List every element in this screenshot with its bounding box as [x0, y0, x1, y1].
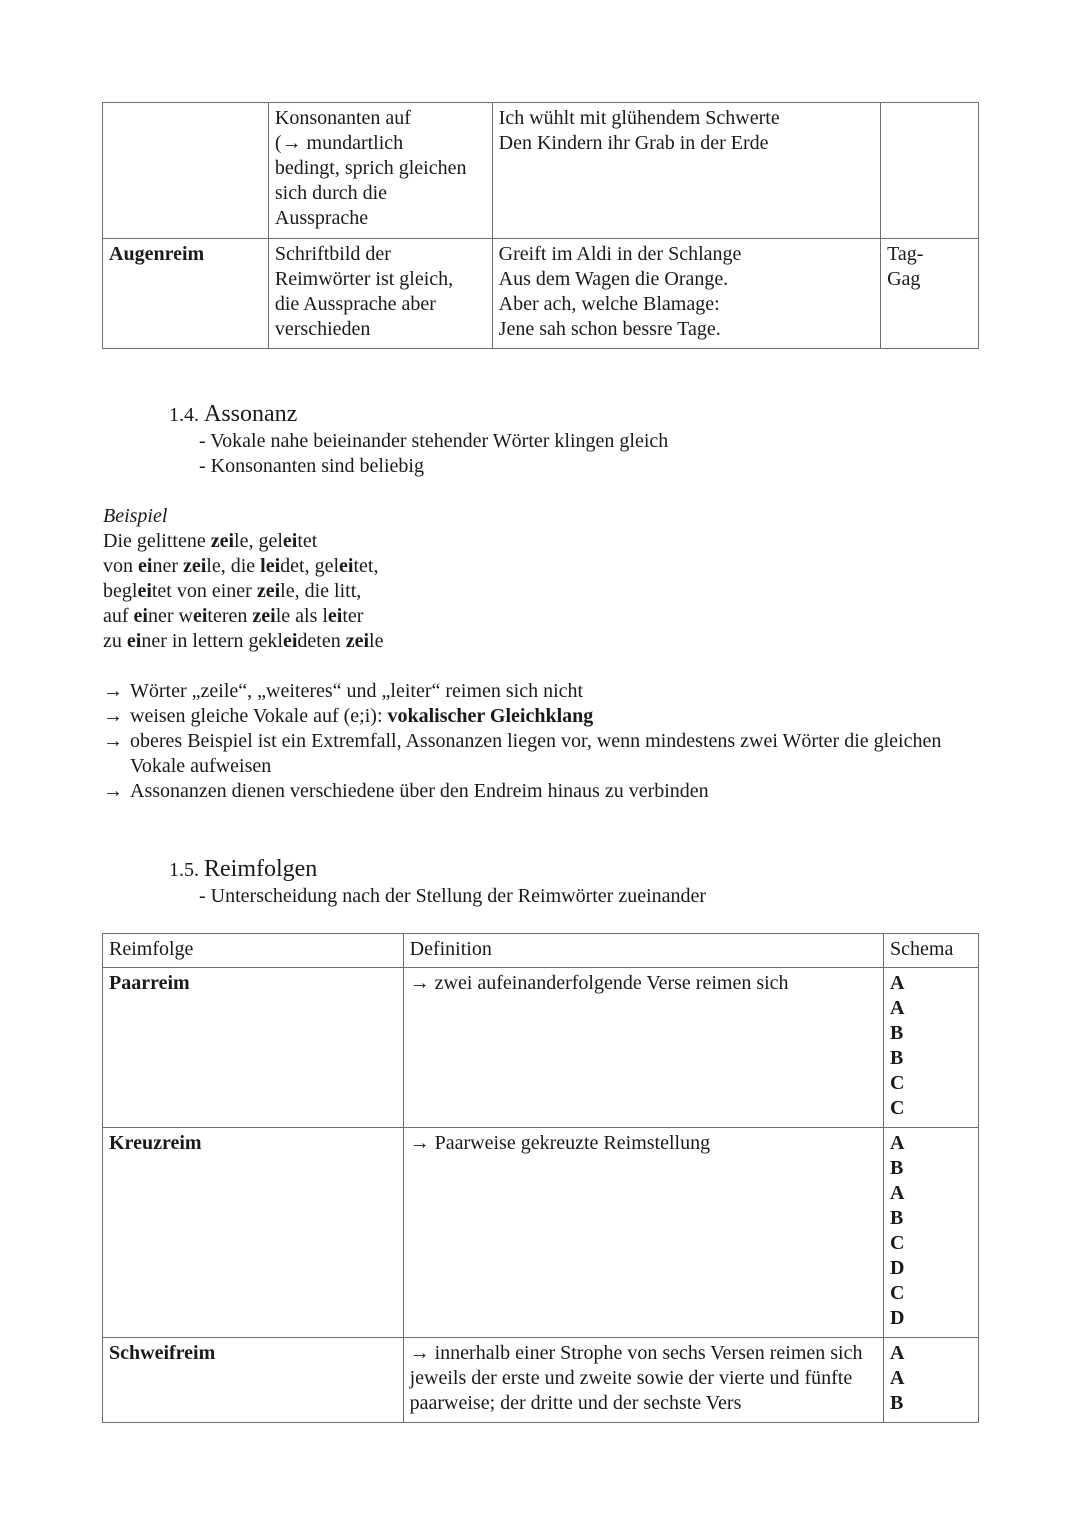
bold-text: ei: [282, 530, 298, 552]
example-label: Beispiel: [103, 505, 168, 527]
arrow-note-text: [130, 679, 583, 704]
schema-letter: C: [890, 1232, 905, 1254]
arrow-right-icon: →: [103, 705, 123, 727]
text-line: Reimwörter ist gleich,: [274, 268, 454, 290]
text-segment: det, gel: [280, 555, 340, 577]
example-block: [103, 504, 383, 654]
bold-text: zei: [256, 580, 281, 602]
text-segment: le: [369, 630, 384, 652]
arrow-note-text: [130, 779, 709, 804]
rhyme-schema: [884, 1338, 979, 1423]
section-title: Assonanz: [204, 401, 298, 427]
text-segment: auf: [103, 605, 134, 627]
rhyme-schema: [884, 1128, 979, 1338]
rhyme-sequence-name: Kreuzreim: [103, 1128, 404, 1338]
section-number: 1.4.: [169, 404, 199, 426]
schema-letter: B: [890, 1047, 904, 1069]
text-segment: begl: [103, 580, 138, 602]
bullet-item: - Vokale nahe beieinander stehender Wörter klingen gleich: [199, 430, 669, 452]
text-line: (→ mundartlich: [274, 132, 404, 154]
bold-text: zei: [345, 630, 370, 652]
text-line: Den Kindern ihr Grab in der Erde: [498, 132, 769, 154]
schema-letter: C: [890, 1097, 905, 1119]
text-segment: ner in lettern gekl: [141, 630, 283, 652]
example-poem: [103, 529, 383, 654]
arrow-note-item: [103, 779, 963, 804]
table-row: [103, 103, 979, 239]
arrow-notes: [103, 679, 963, 804]
text-segment: zu: [103, 630, 127, 652]
bold-text: ei: [192, 605, 208, 627]
text-segment: oberes Beispiel ist ein Extremfall, Assonanzen liegen vor, wenn mindestens zwei Wörter die gleichen Vokale aufweisen: [130, 730, 942, 777]
header-definition: Definition: [403, 934, 883, 968]
text-segment: deten: [297, 630, 346, 652]
schema-letter: A: [890, 972, 905, 994]
arrow-note-item: [103, 729, 963, 779]
schema-letter: A: [890, 997, 905, 1019]
text-line: Schriftbild der: [274, 243, 391, 265]
arrow-note-text: [130, 704, 593, 729]
poem-line: [103, 629, 383, 654]
schema-letter: B: [890, 1207, 904, 1229]
text-line: verschieden: [274, 318, 371, 340]
table-row: [103, 239, 979, 349]
section-heading-reimfolgen: [169, 857, 317, 883]
rhyme-sequence-definition: → innerhalb einer Strophe von sechs Versen reimen sich jeweils der erste und zweite sowie der vierte und fünfte paarweise; der dritte und der sechste Vers: [403, 1338, 883, 1423]
rhyme-term: Augenreim: [103, 239, 269, 349]
bold-text: lei: [260, 555, 281, 577]
rhyme-sequence-definition: → Paarweise gekreuzte Reimstellung: [403, 1128, 883, 1338]
bold-text: ei: [282, 630, 298, 652]
text-line: Ich wühlt mit glühendem Schwerte: [498, 107, 780, 129]
text-segment: von: [103, 555, 138, 577]
arrow-right-icon: →: [103, 730, 123, 752]
rhyme-definition: [268, 103, 492, 239]
schema-letter: A: [890, 1182, 905, 1204]
reimfolgen-table: [102, 933, 979, 1423]
text-line: Tag-: [887, 243, 924, 265]
bold-text: ei: [133, 605, 148, 627]
rhyme-schema: [884, 968, 979, 1128]
bullet-item: - Unterscheidung nach der Stellung der Reimwörter zueinander: [199, 885, 707, 907]
poem-line: [103, 529, 383, 554]
assonanz-bullets: [199, 429, 668, 479]
rhyme-types-table: [102, 102, 979, 349]
text-segment: le, die: [206, 555, 261, 577]
rhyme-term: [103, 103, 269, 239]
rhyme-sequence-name: Paarreim: [103, 968, 404, 1128]
text-line: bedingt, sprich gleichen: [274, 157, 467, 179]
bold-text: ei: [339, 555, 354, 577]
schema-letter: B: [890, 1392, 904, 1414]
text-segment: ter: [342, 605, 364, 627]
rhyme-note: [881, 239, 979, 349]
rhyme-example: [492, 239, 880, 349]
bold-text: zei: [252, 605, 276, 627]
header-reimfolge: Reimfolge: [103, 934, 404, 968]
schema-letter: A: [890, 1132, 905, 1154]
schema-letter: D: [890, 1257, 905, 1279]
text-line: Greift im Aldi in der Schlange: [498, 243, 742, 265]
text-segment: le als l: [275, 605, 328, 627]
section-number: 1.5.: [169, 859, 199, 881]
bold-text: ei: [126, 630, 142, 652]
text-segment: tet: [297, 530, 318, 552]
text-segment: ner w: [147, 605, 193, 627]
text-line: Aussprache: [274, 207, 369, 229]
text-segment: Assonanzen dienen verschiedene über den Endreim hinaus zu verbinden: [130, 780, 709, 802]
poem-line: [103, 554, 383, 579]
text-segment: le, gel: [234, 530, 283, 552]
arrow-right-icon: →: [103, 780, 123, 802]
rhyme-definition: [268, 239, 492, 349]
text-line: Gag: [887, 268, 921, 290]
bullet-item: - Konsonanten sind beliebig: [199, 455, 424, 477]
arrow-right-icon: →: [103, 680, 123, 702]
text-segment: Die gelittene: [103, 530, 211, 552]
text-line: Aber ach, welche Blamage:: [498, 293, 720, 315]
arrow-note-text: [130, 729, 963, 779]
text-segment: ner: [152, 555, 183, 577]
text-line: Konsonanten auf: [274, 107, 411, 129]
bold-text: ei: [327, 605, 343, 627]
schema-letter: C: [890, 1072, 905, 1094]
arrow-note-item: [103, 679, 963, 704]
rhyme-note: [881, 103, 979, 239]
text-line: die Aussprache aber: [274, 293, 436, 315]
rhyme-sequence-name: Schweifreim: [103, 1338, 404, 1423]
schema-letter: C: [890, 1282, 905, 1304]
text-line: Jene sah schon bessre Tage.: [498, 318, 721, 340]
schema-letter: A: [890, 1342, 905, 1364]
reimfolgen-bullets: [199, 884, 706, 909]
poem-line: [103, 604, 383, 629]
text-segment: teren: [207, 605, 253, 627]
arrow-note-item: [103, 704, 963, 729]
text-segment: Wörter „zeile“, „weiteres“ und „leiter“ reimen sich nicht: [130, 680, 584, 702]
text-line: sich durch die: [274, 182, 388, 204]
bold-text: ei: [138, 555, 153, 577]
text-line: Aus dem Wagen die Orange.: [498, 268, 729, 290]
table-row: [103, 1128, 979, 1338]
bold-text: ei: [137, 580, 152, 602]
bold-text: zei: [210, 530, 235, 552]
rhyme-sequence-definition: → zwei aufeinanderfolgende Verse reimen sich: [403, 968, 883, 1128]
schema-letter: A: [890, 1367, 905, 1389]
schema-letter: B: [890, 1022, 904, 1044]
poem-line: [103, 579, 383, 604]
schema-letter: B: [890, 1157, 904, 1179]
table-row: [103, 1338, 979, 1423]
schema-letter: D: [890, 1307, 905, 1329]
bold-text: vokalischer Gleichklang: [387, 705, 594, 727]
section-title: Reimfolgen: [204, 856, 318, 882]
table-row: [103, 968, 979, 1128]
text-segment: tet von einer: [151, 580, 257, 602]
table-header-row: [103, 934, 979, 968]
text-segment: weisen gleiche Vokale auf (e;i):: [130, 705, 388, 727]
text-segment: le, die litt,: [280, 580, 362, 602]
section-heading-assonanz: [169, 402, 297, 428]
rhyme-example: [492, 103, 880, 239]
header-schema: Schema: [884, 934, 979, 968]
bold-text: zei: [182, 555, 207, 577]
text-segment: tet,: [353, 555, 379, 577]
